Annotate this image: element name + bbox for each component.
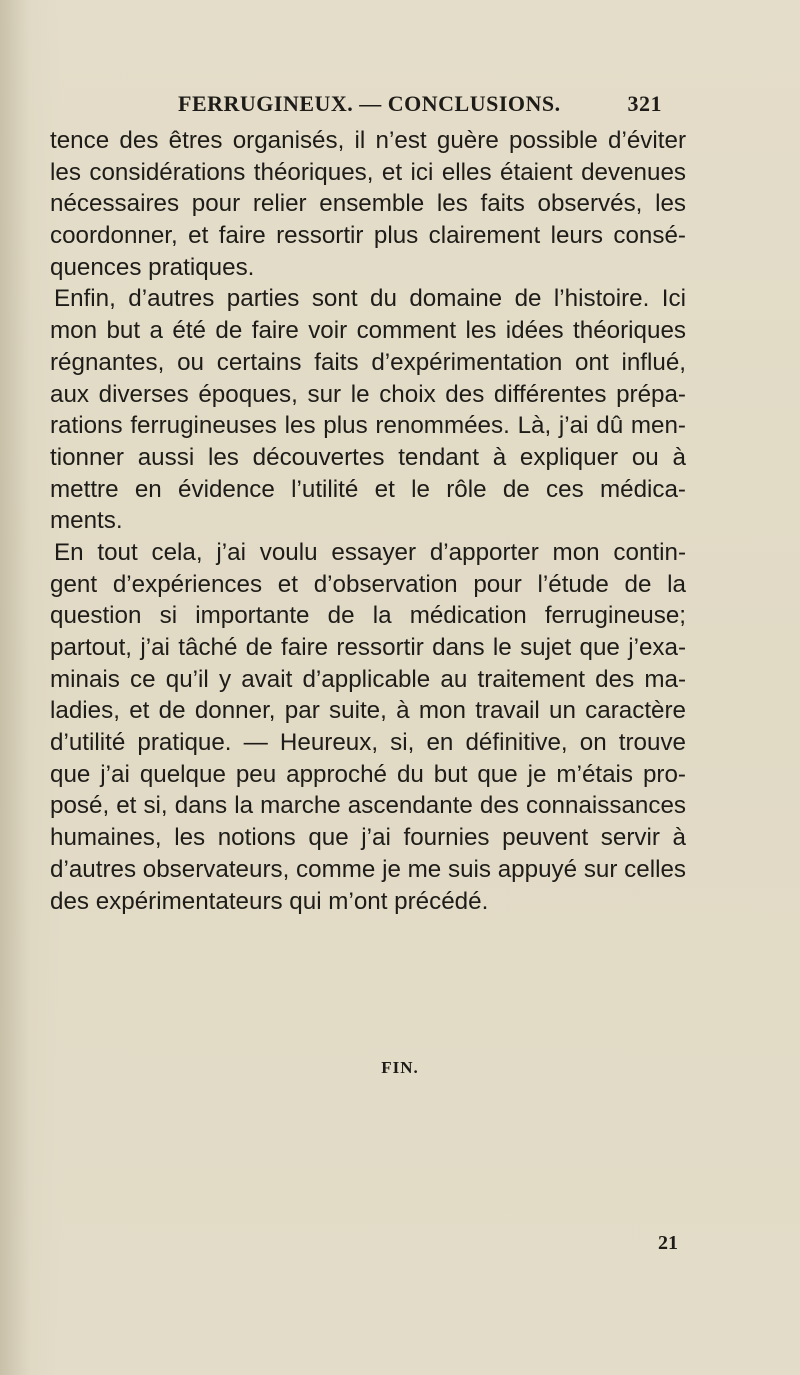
text-line: quences pratiques.	[50, 253, 255, 281]
text-line: ments.	[50, 507, 123, 535]
text-line: aux diverses époques, sur le choix des différentes prépa-	[50, 380, 686, 408]
text-line: minais ce qu’il y avait d’applicable au traitement des ma-	[50, 665, 686, 693]
text-line: régnantes, ou certains faits d’expérimentation ont influé,	[50, 348, 686, 376]
text-line: ladies, et de donner, par suite, à mon travail un caractère	[50, 697, 686, 725]
text-line: humaines, les notions que j’ai fournies peuvent servir à	[50, 824, 686, 852]
text-line: posé, et si, dans la marche ascendante des connaissances	[50, 792, 686, 820]
text-line: mettre en évidence l’utilité et le rôle de ces médica-	[50, 475, 686, 503]
text-line: mon but a été de faire voir comment les idées théoriques	[50, 317, 686, 345]
fin-label: FIN.	[381, 1058, 419, 1077]
text-line: gent d’expériences et d’observation pour l’étude de la	[50, 570, 686, 598]
text-line: partout, j’ai tâché de faire ressortir dans le sujet que j’exa-	[50, 634, 686, 661]
text-line: coordonner, et faire ressortir plus clairement leurs consé-	[50, 222, 686, 250]
text-line: que j’ai quelque peu approché du but que je m’étais pro-	[50, 760, 686, 788]
paragraph-start-line: En tout cela, j’ai voulu essayer d’apporter mon contin-	[54, 538, 686, 566]
text-line: question si importante de la médication ferrugineuse;	[50, 602, 686, 630]
text-line: les considérations théoriques, et ici elles étaient devenues	[50, 158, 686, 186]
running-title: FERRUGINEUX. — CONCLUSIONS.	[178, 91, 561, 116]
text-line: tionner aussi les découvertes tendant à expliquer ou à	[50, 443, 686, 471]
running-head	[178, 91, 662, 121]
text-line: tence des êtres organisés, il n’est guère possible d’éviter	[50, 127, 686, 154]
text-line: des expérimentateurs qui m’ont précédé.	[50, 887, 489, 915]
text-line: d’autres observateurs, comme je me suis appuyé sur celles	[50, 855, 686, 883]
paragraph-start-line: Enfin, d’autres parties sont du domaine de l’histoire. Ici	[54, 285, 686, 313]
text-line: d’utilité pratique. — Heureux, si, en définitive, on trouve	[50, 729, 686, 757]
body-text	[50, 125, 686, 917]
page-number: 321	[627, 91, 662, 116]
signature-mark: 21	[658, 1232, 678, 1254]
text-line: rations ferrugineuses les plus renommées. Là, j’ai dû men-	[50, 412, 686, 440]
text-line: nécessaires pour relier ensemble les faits observés, les	[50, 190, 686, 218]
